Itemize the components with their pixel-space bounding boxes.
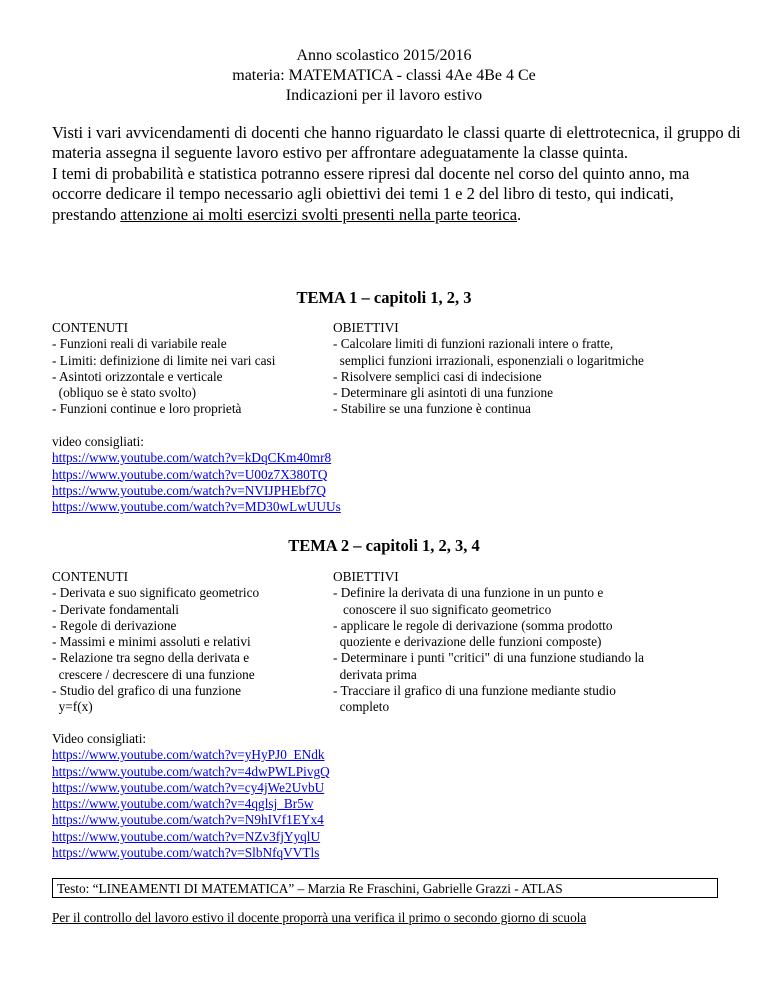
intro-paragraph-2 [52,164,742,225]
video-link[interactable]: https://www.youtube.com/watch?v=NVIJPHEbf7Q [52,482,327,498]
list-item: - Risolvere semplici casi di indecisione [333,368,542,384]
tema1-obiettivi-title: OBIETTIVI [333,320,399,335]
list-item: - Regole di derivazione [52,617,177,633]
list-item: - applicare le regole di derivazione (somma prodotto [333,617,613,633]
list-item: semplici funzioni irrazionali, esponenziali o logaritmiche [333,352,644,368]
tema2-video-title: Video consigliati: [52,731,147,746]
tema1-title: TEMA 1 – capitoli 1, 2, 3 [296,288,472,307]
video-link[interactable]: https://www.youtube.com/watch?v=SlbNfqVVTls [52,845,320,861]
list-item: - Definire la derivata di una funzione in un punto e [333,585,604,601]
tema1-contenuti-title: CONTENUTI [52,320,129,335]
list-item: y=f(x) [52,699,93,715]
video-link[interactable]: https://www.youtube.com/watch?v=MD30wLwUUUs [52,499,341,515]
list-item: - Calcolare limiti di funzioni razionali intere o fratte, [333,336,614,352]
list-item: - Asintoti orizzontale e verticale [52,368,223,384]
tema2-contenuti [52,569,259,716]
list-item: - Tracciare il grafico di una funzione mediante studio [333,683,616,699]
list-item: - Studio del grafico di una funzione [52,683,242,699]
video-link[interactable]: https://www.youtube.com/watch?v=4dwPWLPivgQ [52,763,330,779]
document-header [0,46,768,106]
video-link[interactable]: https://www.youtube.com/watch?v=yHyPJ0_ENdk [52,747,325,763]
list-item: - Determinare gli asintoti di una funzione [333,385,554,401]
tema2-title: TEMA 2 – capitoli 1, 2, 3, 4 [288,536,480,555]
list-item: (obliquo se è stato svolto) [52,385,197,401]
tema2-videos [52,731,330,861]
video-link[interactable]: https://www.youtube.com/watch?v=kDqCKm40mr8 [52,450,332,466]
list-item: - Funzioni continue e loro proprietà [52,401,242,417]
list-item: - Massimi e minimi assoluti e relativi [52,634,251,650]
intro-paragraph-1: Visti i vari avvicendamenti di docenti che hanno riguardato le classi quarte di elettrotecnica, il gruppo di materia assegna il seguente lavoro estivo per affrontare adeguatamente la classe quinta. [52,123,741,163]
intro-p2-end: . [517,204,522,224]
list-item: conoscere il suo significato geometrico [333,601,552,617]
list-item: - Determinare i punti "critici" di una funzione studiando la [333,650,645,666]
intro-p2-underlined: attenzione ai molti esercizi svolti presenti nella parte teorica [120,204,518,224]
list-item: quoziente e derivazione delle funzioni composte) [333,634,602,650]
list-item: - Relazione tra segno della derivata e [52,650,250,666]
school-year: Anno scolastico 2015/2016 [296,47,472,64]
tema1-contenuti [52,320,275,418]
list-item: crescere / decrescere di una funzione [52,666,255,682]
list-item: - Limiti: definizione di limite nei vari casi [52,352,276,368]
video-link[interactable]: https://www.youtube.com/watch?v=NZv3fjYyqlU [52,828,321,844]
list-item: completo [333,699,390,715]
video-link[interactable]: https://www.youtube.com/watch?v=U00z7X380TQ [52,466,328,482]
tema2-obiettivi-title: OBIETTIVI [333,569,399,584]
intro-p2-text: I temi di probabilità e statistica potranno essere ripresi dal docente nel corso del quinto anno, ma occorre dedicare il tempo necessario agli obiettivi dei temi 1 e 2 del libro di testo, qui indicati, prestando [52,163,690,224]
list-item: - Stabilire se una funzione è continua [333,401,531,417]
tema1-video-title: video consigliati: [52,434,144,449]
video-link[interactable]: https://www.youtube.com/watch?v=N9hIVf1EYx4 [52,812,324,828]
list-item: - Derivata e suo significato geometrico [52,585,260,601]
textbook-box: Testo: “LINEAMENTI DI MATEMATICA” – Marzia Re Fraschini, Gabrielle Grazzi - ATLAS [52,878,718,898]
video-link[interactable]: https://www.youtube.com/watch?v=cy4jWe2UvbU [52,779,325,795]
list-item: - Funzioni reali di variabile reale [52,336,227,352]
tema2-obiettivi [333,569,644,716]
document-title: Indicazioni per il lavoro estivo [285,87,483,104]
intro-text [52,123,742,225]
list-item: - Derivate fondamentali [52,601,180,617]
subject-line: materia: MATEMATICA - classi 4Ae 4Be 4 Ce [232,67,536,84]
list-item: derivata prima [333,666,417,682]
tema1-videos [52,434,341,515]
footer-note: Per il controllo del lavoro estivo il docente proporrà una verifica il primo o secondo giorno di scuola [52,910,587,925]
video-link[interactable]: https://www.youtube.com/watch?v=4qglsj_Br5w [52,796,314,812]
tema1-obiettivi [333,320,644,418]
tema2-contenuti-title: CONTENUTI [52,569,129,584]
